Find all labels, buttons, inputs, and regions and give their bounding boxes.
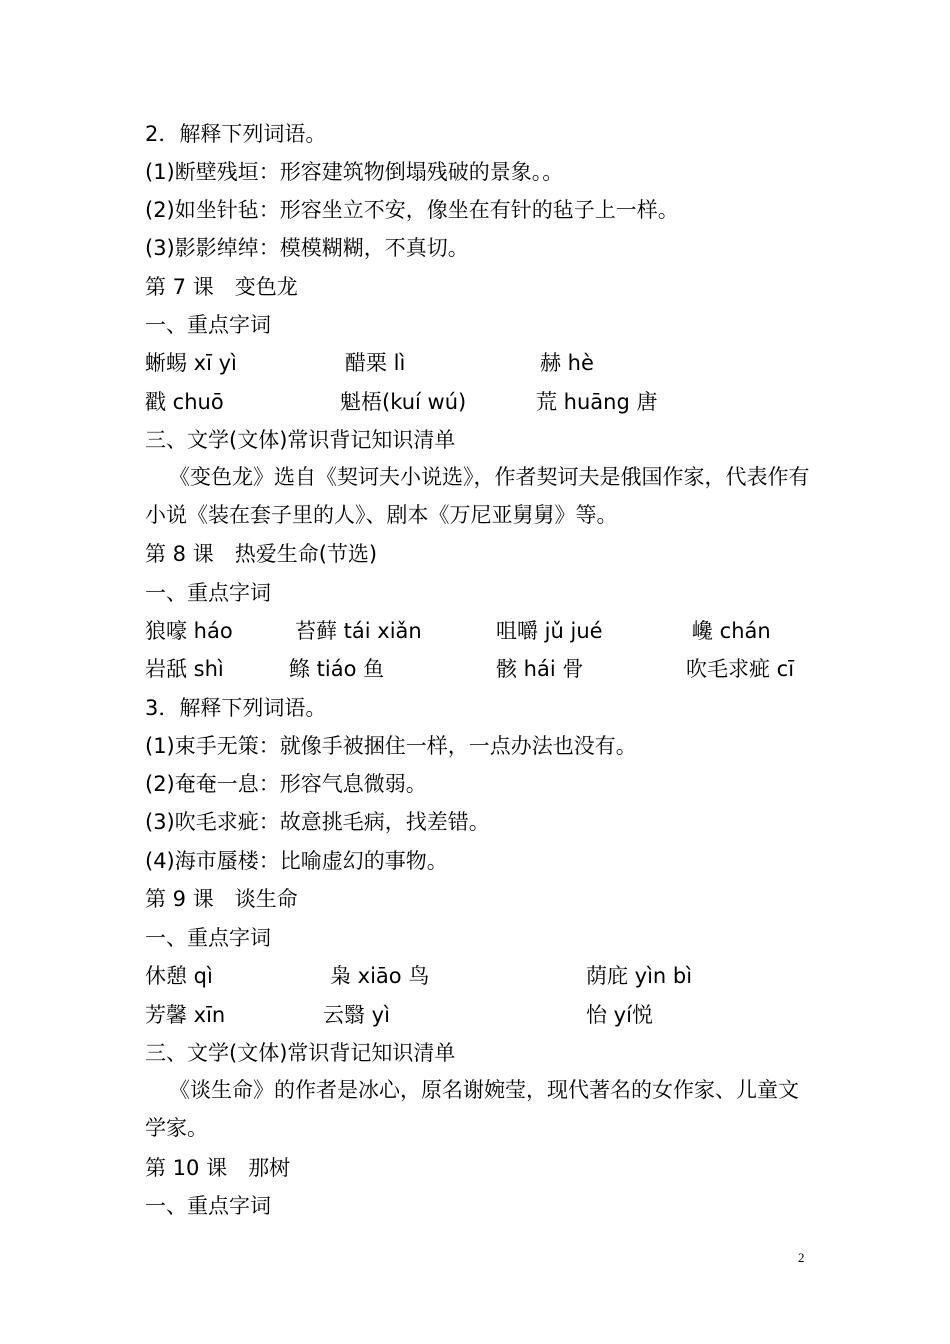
section-key-words: 一、重点字词 bbox=[145, 581, 271, 605]
section-literary-knowledge: 三、文学(文体)常识背记知识清单 bbox=[145, 1041, 456, 1065]
vocab-item: 荫庇 yìn bì bbox=[586, 964, 693, 988]
definition-3: (3)吹毛求疵：故意挑毛病，找差错。 bbox=[145, 810, 490, 834]
section-key-words: 一、重点字词 bbox=[145, 313, 271, 337]
vocab-item: 芳馨 xīn bbox=[145, 1003, 226, 1027]
definition-4: (4)海市蜃楼：比喻虚幻的事物。 bbox=[145, 849, 448, 873]
lesson-10-title: 第 10 课 那树 bbox=[145, 1156, 291, 1180]
vocab-item: 魁梧(kuí wú) bbox=[340, 390, 467, 414]
lesson-7-title: 第 7 课 变色龙 bbox=[145, 275, 298, 299]
section-key-words: 一、重点字词 bbox=[145, 926, 271, 950]
vocab-item: 狼嚎 háo bbox=[145, 619, 233, 643]
question-2-heading: 2．解释下列词语。 bbox=[145, 122, 327, 146]
vocab-item: 休憩 qì bbox=[145, 964, 213, 988]
vocab-item: 咀嚼 jǔ jué bbox=[496, 619, 603, 643]
vocab-item: 怡 yí悦 bbox=[586, 1003, 653, 1027]
vocab-item: 赫 hè bbox=[540, 351, 594, 375]
lesson-9-title: 第 9 课 谈生命 bbox=[145, 887, 298, 911]
section-key-words: 一、重点字词 bbox=[145, 1194, 271, 1218]
lesson-7-notes: 《变色龙》选自《契诃夫小说选》，作者契诃夫是俄国作家，代表作有小说《装在套子里的人》、剧本《万尼亚舅舅》等。 bbox=[145, 465, 810, 527]
vocab-item: 云翳 yì bbox=[323, 1003, 390, 1027]
vocab-item: 枭 xiāo 鸟 bbox=[330, 964, 430, 988]
vocab-item: 荒 huāng 唐 bbox=[536, 390, 658, 414]
vocab-item: 鲦 tiáo 鱼 bbox=[289, 657, 385, 681]
page-number: 2 bbox=[798, 1250, 805, 1265]
vocab-item: 骸 hái 骨 bbox=[496, 657, 584, 681]
question-3-heading: 3．解释下列词语。 bbox=[145, 696, 327, 720]
vocab-item: 岩舐 shì bbox=[145, 657, 224, 681]
definition-1: (1)束手无策：就像手被捆住一样，一点办法也没有。 bbox=[145, 734, 637, 758]
vocab-item: 蜥蜴 xī yì bbox=[145, 351, 237, 375]
vocab-item: 吹毛求疵 cī bbox=[686, 657, 795, 681]
definition-3: (3)影影绰绰：模模糊糊，不真切。 bbox=[145, 236, 469, 260]
vocab-item: 戳 chuō bbox=[145, 390, 224, 414]
definition-2: (2)如坐针毡：形容坐立不安，像坐在有针的毡子上一样。 bbox=[145, 198, 679, 222]
vocab-item: 苔藓 tái xiǎn bbox=[295, 619, 422, 643]
definition-2: (2)奄奄一息：形容气息微弱。 bbox=[145, 772, 427, 796]
lesson-8-title: 第 8 课 热爱生命(节选) bbox=[145, 542, 378, 566]
lesson-9-notes: 《谈生命》的作者是冰心，原名谢婉莹，现代著名的女作家、儿童文学家。 bbox=[145, 1078, 799, 1140]
section-literary-knowledge: 三、文学(文体)常识背记知识清单 bbox=[145, 428, 456, 452]
vocab-item: 巉 chán bbox=[692, 619, 771, 643]
definition-1: (1)断壁残垣：形容建筑物倒塌残破的景象。。 bbox=[145, 160, 564, 184]
vocab-item: 醋栗 lì bbox=[345, 351, 406, 375]
